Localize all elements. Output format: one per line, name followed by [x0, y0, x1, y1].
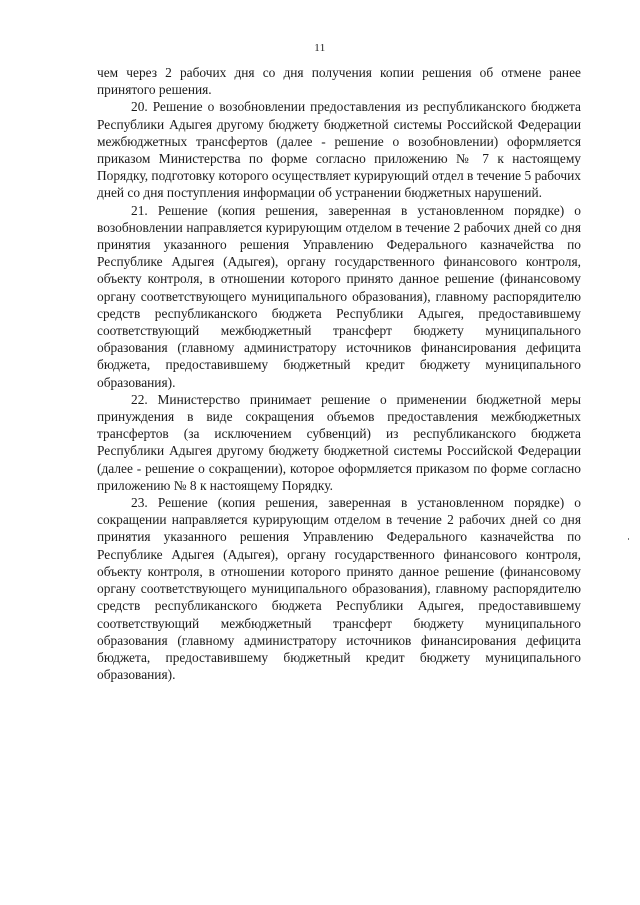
page-number: 11: [314, 42, 326, 54]
paragraph-continuation: чем через 2 рабочих дня со дня получения копии решения об отмене ранее принятого решения.: [97, 65, 581, 98]
scan-speck: [628, 538, 629, 540]
paragraph-23: 23. Решение (копия решения, заверенная в установленном порядке) о сокращении направляется курирующим отделом в течение 2 рабочих дней со дня принятия указанного решения Управлению Федерального казначейства по Республике Адыгея (Адыгея), органу государственного финансового контроля, объекту контроля, в отношении которого принято данное решение (финансовому органу соответствующего муниципального образования), главному распорядителю средств республиканского бюджета Республики Адыгея, предоставившему соответствующий межбюджетный трансферт бюджету муниципального образования (главному администратору источников финансирования дефицита бюджета, предоставившему бюджетный кредит бюджету муниципального образования).: [97, 495, 581, 683]
paragraph-20: 20. Решение о возобновлении предоставления из республиканского бюджета Республики Адыгея другому бюджету бюджетной системы Российской Федерации межбюджетных трансфертов (далее - решение о возобновлении) оформляется приказом Министерства по форме согласно приложению № 7 к настоящему Порядку, подготовку которого осуществляет курирующий отдел в течение 5 рабочих дней со дня поступления информации об устранении бюджетных нарушений.: [97, 99, 581, 201]
paragraph-22: 22. Министерство принимает решение о применении бюджетной меры принуждения в виде сокращения объемов предоставления межбюджетных трансфертов (за исключением субвенций) из республиканского бюджета Республики Адыгея другому бюджету бюджетной системы Российской Федерации (далее - решение о сокращении), которое оформляется приказом по форме согласно приложению № 8 к настоящему Порядку.: [97, 391, 581, 493]
paragraph-21: 21. Решение (копия решения, заверенная в установленном порядке) о возобновлении направляется курирующим отделом в течение 2 рабочих дней со дня принятия указанного решения Управлению Федерального казначейства по Республике Адыгея (Адыгея), органу государственного финансового контроля, объекту контроля, в отношении которого принято данное решение (финансовому органу соответствующего муниципального образования), главному распорядителю средств республиканского бюджета Республики Адыгея, предоставившему соответствующий межбюджетный трансферт бюджету муниципального образования (главному администратору источников финансирования дефицита бюджета, предоставившему бюджетный кредит бюджету муниципального образования).: [97, 202, 581, 390]
document-body: [97, 64, 581, 683]
